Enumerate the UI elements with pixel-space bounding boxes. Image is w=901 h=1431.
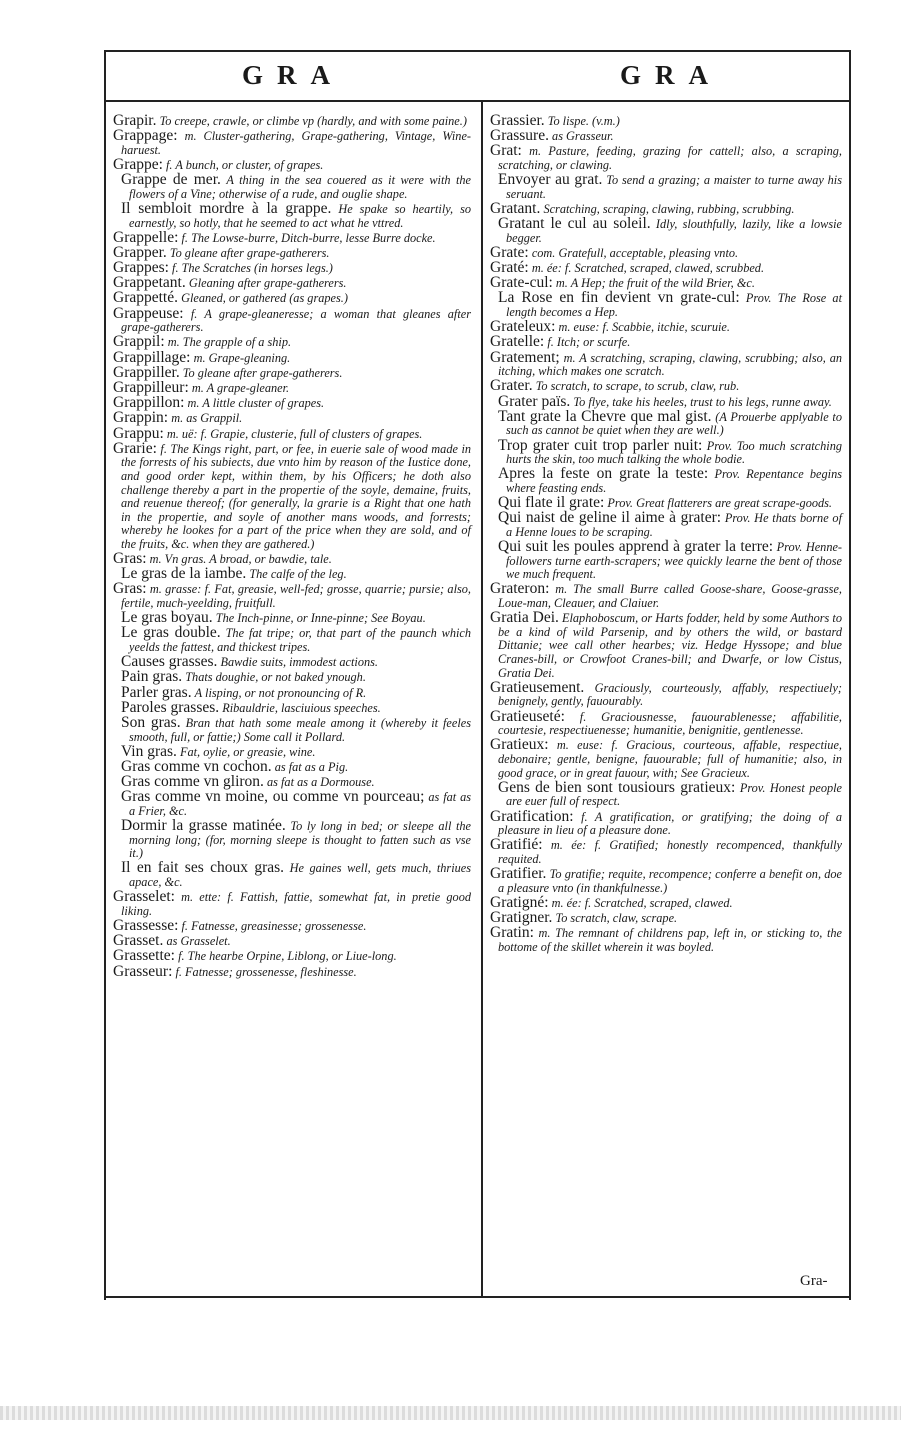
entry-headword: Gratifié: <box>490 836 543 854</box>
entry-headword: Grasseur: <box>113 962 173 980</box>
entry-gloss: To scratch, claw, scrape. <box>555 911 678 926</box>
entry-gloss: To gratifie; requite, recompence; conferre a benefit on, doe a pleasure vnto (in thankfulnesse.) <box>498 867 842 895</box>
dictionary-entry <box>490 129 842 144</box>
entry-gloss: f. The hearbe Orpine, Liblong, or Liue-long. <box>178 949 397 964</box>
entry-headword: Grappillage: <box>113 348 191 366</box>
dictionary-entry <box>113 129 471 157</box>
entry-headword: Grassesse: <box>113 917 179 935</box>
entry-headword: Gras comme vn moine, ou comme vn pourceau; <box>121 788 425 806</box>
entry-headword: Il en fait ses choux gras. <box>121 859 285 877</box>
entry-headword: Vin gras. <box>121 742 177 760</box>
entry-gloss: as fat as a Dormouse. <box>267 775 375 790</box>
entry-headword: Gratieux: <box>490 736 549 754</box>
entry-gloss: f. The Scratches (in horses legs.) <box>172 261 333 276</box>
entry-gloss: m. euse: f. Scabbie, itchie, scuruie. <box>558 320 730 335</box>
entry-gloss: To lispe. (v.m.) <box>547 114 620 128</box>
dictionary-entry <box>113 582 471 610</box>
entry-headword: Il sembloit mordre à la grappe. <box>121 199 332 217</box>
entry-gloss: Idly, slouthfully, lazily, like a lowsie begger. <box>506 217 843 245</box>
entry-headword: Le gras double. <box>121 624 221 642</box>
entry-gloss: Prov. Henne-followers turne earth-scrapers; wee quickly learne the bent of those we much frequent. <box>506 540 843 582</box>
entry-gloss: A thing in the sea couered as it were with the flowers of a Vine; otherwise of a rude, and ouglie shape. <box>129 173 471 201</box>
entry-gloss: m. A Hep; the fruit of the wild Brier, &c. <box>555 276 755 291</box>
entry-gloss: f. Itch; or scurfe. <box>547 335 631 350</box>
entry-gloss: m. ée: f. Scratched, scraped, clawed. <box>551 895 733 910</box>
dictionary-entry <box>490 582 842 610</box>
entry-headword: Grappetant. <box>113 274 186 292</box>
entry-gloss: The fat tripe; or, that part of the paunch which yeelds the fattest, and thickest tripes. <box>129 626 472 655</box>
dictionary-entry <box>490 291 842 319</box>
entry-gloss: m. The remnant of childrens pap, left in, or sticking to, the bottome of the skillet wherein it was boyled. <box>498 926 842 954</box>
entry-gloss: as Grasseur. <box>552 129 614 144</box>
entry-gloss: To gleane after grape-gatherers. <box>182 365 343 380</box>
dictionary-entry <box>490 807 842 838</box>
entry-headword: Grappin: <box>113 409 169 427</box>
dictionary-entry <box>490 243 842 261</box>
entry-headword: Paroles grasses. <box>121 698 220 716</box>
entry-headword: Grate: <box>490 243 529 261</box>
dictionary-entry <box>113 439 472 552</box>
entry-headword: Grat: <box>490 142 522 160</box>
dictionary-entry <box>490 540 842 582</box>
dictionary-entry <box>113 304 471 335</box>
entry-headword: Grateleux: <box>490 318 556 336</box>
entry-headword: Gras comme vn cochon. <box>121 757 272 775</box>
entry-gloss: Gleaned, or gathered (as grapes.) <box>181 291 348 306</box>
dictionary-entry <box>490 407 842 438</box>
dictionary-entry <box>490 738 842 780</box>
entry-gloss: m. as Grappil. <box>171 411 243 426</box>
entry-gloss: m. Grape-gleaning. <box>193 350 291 365</box>
entry-gloss: He spake so heartily, so earnestly, so hotly, that he seemed to act what he vttred. <box>129 201 471 230</box>
dictionary-entry <box>490 707 842 738</box>
dictionary-entry <box>113 919 471 934</box>
entry-headword: Gras comme vn gliron. <box>121 773 264 791</box>
entry-headword: Qui naist de geline il aime à grater: <box>498 509 722 527</box>
entry-headword: Gens de bien sont tousiours gratieux: <box>498 778 736 796</box>
entry-gloss: Prov. Repentance begins where feasting ends. <box>506 467 843 495</box>
entry-gloss: Ribauldrie, lasciuious speeches. <box>222 700 381 715</box>
entry-gloss: Gleaning after grape-gatherers. <box>188 276 347 291</box>
entry-headword: Causes grasses. <box>121 653 218 671</box>
entry-headword: Gratia Dei. <box>490 609 559 627</box>
entry-gloss: To flye, take his heeles, trust to his legs, runne away. <box>573 394 832 409</box>
header-rule <box>104 100 849 102</box>
dictionary-entry <box>490 926 842 954</box>
entry-gloss: f. A gratification, or gratifying; the doing of a pleasure in lieu of a pleasure done. <box>498 809 842 838</box>
dictionary-entry <box>113 424 471 442</box>
entry-headword: Gratification: <box>490 807 574 825</box>
dictionary-entry <box>113 713 471 744</box>
entry-headword: Grasselet: <box>113 888 175 906</box>
dictionary-entry <box>490 173 842 201</box>
entry-headword: Tant grate la Chevre que mal gist. <box>498 407 712 425</box>
entry-gloss: m. Cluster-gathering, Grape-gathering, Vintage, Wine-haruest. <box>121 129 471 157</box>
entry-gloss: m. ée: f. Scratched, scraped, clawed, scrubbed. <box>531 261 765 276</box>
entry-gloss: as fat as a Frier, &c. <box>129 790 471 818</box>
dictionary-entry <box>113 890 471 918</box>
entry-headword: Envoyer au grat. <box>498 171 603 189</box>
entry-gloss: f. A grape-gleaneresse; a woman that gleanes after grape-gatherers. <box>121 306 471 335</box>
entry-gloss: m. euse: f. Gracious, courteous, affable, respectiue, debonaire; gentle, benigne, fauourable; full of humanitie; also, in good grace, or in great fauour, with; See Gracieux. <box>498 738 842 780</box>
entry-headword: Trop grater cuit trop parler nuit: <box>498 436 703 454</box>
dictionary-entry <box>113 626 471 654</box>
entry-gloss: com. Gratefull, acceptable, pleasing vnto. <box>531 245 739 260</box>
entry-headword: Pain gras. <box>121 668 183 686</box>
entry-headword: Grateron: <box>490 580 550 598</box>
entry-gloss: f. The Lowse-burre, Ditch-burre, lesse Burre docke. <box>181 230 436 245</box>
dictionary-entry <box>490 217 842 245</box>
entry-gloss: Prov. The Rose at length becomes a Hep. <box>506 291 843 320</box>
dictionary-entry <box>113 861 471 889</box>
dictionary-entry <box>113 173 471 201</box>
dictionary-entry <box>113 411 471 426</box>
entry-headword: Grassette: <box>113 947 175 965</box>
dictionary-entry <box>490 144 842 172</box>
entry-headword: Grater païs. <box>498 392 571 410</box>
entry-headword: Qui suit les poules apprend à grater la terre: <box>498 538 774 556</box>
entry-gloss: A lisping, or not pronouncing of R. <box>194 685 367 700</box>
entry-gloss: The calfe of the leg. <box>249 567 347 582</box>
scan-edge-strip <box>0 1406 901 1420</box>
entry-headword: Grater. <box>490 377 533 395</box>
entry-headword: Grapir. <box>113 112 157 129</box>
entry-headword: Gratelle: <box>490 333 545 351</box>
entry-gloss: To gleane after grape-gatherers. <box>169 245 330 260</box>
entry-gloss: f. A bunch, or cluster, of grapes. <box>166 157 324 172</box>
entry-headword: Gratigné: <box>490 893 549 911</box>
entry-headword: Grappe de mer. <box>121 171 221 189</box>
entry-gloss: He gaines well, gets much, thriues apace, &c. <box>129 861 472 890</box>
dictionary-entry <box>490 778 842 809</box>
entry-headword: Le gras de la iambe. <box>121 565 247 583</box>
entry-gloss: Bawdie suits, immodest actions. <box>220 655 378 670</box>
entry-headword: Gras: <box>113 580 147 598</box>
entry-headword: Grappilleur: <box>113 379 189 396</box>
entry-gloss: Graciously, courteously, affably, respectiuely; benignely, gently, fauourably. <box>498 680 843 709</box>
entry-headword: Grasset. <box>113 932 164 950</box>
entry-headword: Grappeuse: <box>113 304 184 322</box>
dictionary-entry <box>113 567 471 582</box>
entry-headword: Gras: <box>113 550 147 568</box>
entry-headword: Gratant. <box>490 199 541 217</box>
entry-headword: Grappelle: <box>113 228 179 246</box>
entry-gloss: m. ette: f. Fattish, fattie, somewhat fat, in pretie good liking. <box>121 890 471 918</box>
entry-gloss: To scratch, to scrape, to scrub, claw, rub. <box>535 379 740 394</box>
entry-gloss: m. The small Burre called Goose-share, Goose-grasse, Loue-man, Cleauer, and Claiuer. <box>498 582 842 611</box>
dictionary-entry <box>490 678 843 709</box>
bottom-rule <box>104 1296 849 1298</box>
entry-gloss: The Inch-pinne, or Inne-pinne; See Boyau. <box>215 611 426 626</box>
entry-gloss: Scratching, scraping, clawing, rubbing, scrubbing. <box>543 201 795 216</box>
dictionary-entry <box>490 467 842 495</box>
entry-headword: Grappillon: <box>113 394 185 412</box>
dictionary-entry <box>490 611 842 680</box>
entry-headword: Gratin: <box>490 924 534 942</box>
left-column <box>113 114 471 980</box>
entry-gloss: Thats doughie, or not baked ynough. <box>185 670 366 685</box>
entry-headword: Grappu: <box>113 424 164 442</box>
entry-gloss: m. The grapple of a ship. <box>167 335 292 350</box>
entry-headword: Grappe: <box>113 155 163 173</box>
entry-headword: Gratieusement. <box>490 678 585 696</box>
entry-headword: Grappage: <box>113 127 178 145</box>
dictionary-entry <box>490 436 842 467</box>
dictionary-entry <box>490 911 842 926</box>
entry-gloss: m. Vn gras. A broad, or bawdie, tale. <box>149 552 332 567</box>
entry-headword: Gratement; <box>490 348 560 366</box>
entry-gloss: (A Prouerbe applyable to such as cannot be quiet when they are well.) <box>506 409 842 438</box>
entry-gloss: m. Pasture, feeding, grazing for cattell; also, a scraping, scratching, or clawing. <box>498 144 843 172</box>
entry-headword: Grappetté. <box>113 289 178 307</box>
entry-gloss: Prov. He thats borne of a Henne loues to be scraping. <box>506 511 842 539</box>
entry-headword: Grassier. <box>490 112 545 129</box>
entry-headword: Graté: <box>490 259 529 277</box>
catchword: Gra- <box>800 1273 828 1289</box>
dictionary-entry <box>113 790 471 818</box>
entry-gloss: m. A little cluster of grapes. <box>187 396 325 411</box>
entry-gloss: as fat as a Pig. <box>274 759 349 774</box>
entry-gloss: m. uë: f. Grapie, clusterie, full of clusters of grapes. <box>166 426 423 441</box>
entry-gloss: f. Graciousnesse, fauourablenesse; affabilitie, courtesie, respectiuenesse; humanitie, benignitie, gentlenesse. <box>498 709 842 738</box>
entry-headword: Gratieuseté: <box>490 707 565 725</box>
entry-headword: Grapper. <box>113 243 167 261</box>
entry-headword: Grappiller. <box>113 363 180 381</box>
entry-gloss: Prov. Too much scratching hurts the skin, too much talking the whole bodie. <box>506 438 842 467</box>
dictionary-entry <box>490 867 842 895</box>
entry-gloss: m. A grape-gleaner. <box>191 381 290 395</box>
entry-headword: Qui flate il grate: <box>498 494 605 512</box>
entry-headword: Dormir la grasse matinée. <box>121 817 286 835</box>
entry-gloss: as Grasselet. <box>166 934 231 949</box>
running-head-right: GRA <box>620 60 722 90</box>
right-column <box>490 114 842 955</box>
entry-headword: Le gras boyau. <box>121 609 213 627</box>
entry-gloss: Bran that hath some meale among it (whereby it feeles smooth, full, or fattie;) Some call it Pollard. <box>129 715 471 744</box>
entry-gloss: To send a grazing; a maister to turne away his seruant. <box>506 173 843 201</box>
entry-headword: Grarie: <box>113 439 157 457</box>
entry-gloss: Prov. Honest people are euer full of respect. <box>506 780 842 809</box>
entry-gloss: m. ée: f. Gratified; honestly recompenced, thankfully requited. <box>498 838 843 866</box>
dictionary-entry <box>490 838 842 866</box>
column-divider <box>481 101 483 1298</box>
entry-headword: Grappil: <box>113 333 165 351</box>
entry-gloss: To creepe, crawle, or climbe vp (hardly, and with some paine.) <box>159 114 467 128</box>
dictionary-entry <box>490 348 842 379</box>
entry-headword: Grassure. <box>490 127 549 145</box>
dictionary-entry <box>490 511 842 539</box>
entry-gloss: Fat, oylie, or greasie, wine. <box>179 744 316 759</box>
entry-gloss: Elaphoboscum, or Harts fodder, held by some Authors to be a kind of wild Parsenip, and by others the wild, or bastard Dittanie; wee call other hearbes; viz. Hedge Hyssope; and blue Cranes-bill, or Crowfoot Cranes-bill; and Dwarfe, or low Cistus, Gratia Dei. <box>498 611 842 680</box>
entry-gloss: f. Fatnesse; grossenesse, fleshinesse. <box>175 964 357 979</box>
entry-headword: Grappes: <box>113 259 169 277</box>
entry-gloss: Prov. Great flatterers are great scrape-goods. <box>607 496 833 511</box>
entry-gloss: To ly long in bed; or sleepe all the morning long; (for, morning sleepe is thought to fatten such as vse it.) <box>129 819 472 861</box>
entry-headword: La Rose en fin devient vn grate-cul: <box>498 289 740 307</box>
entry-gloss: f. The Kings right, part, or fee, in euerie sale of wood made in the forrests of his subiects, due vnto him by reason of the Iustice done, and good order kept, within them, by his Officers; he doth also challenge thereby a part in the propertie of the soyle, demaine, fruits, and reuenue thereof; (for generally, la grarie is a Right that one hath in the propertie, and soyle of another mans woods, and forrests; whereby he lookes for a part of the price when they are sold, and of the fruits, &c. when they are gathered.) <box>121 441 472 551</box>
dictionary-entry <box>113 819 471 861</box>
running-head-left: GRA <box>242 60 344 90</box>
dictionary-entry <box>113 962 471 980</box>
entry-headword: Gratigner. <box>490 909 553 927</box>
entry-headword: Apres la feste on grate la teste: <box>498 465 709 483</box>
entry-headword: Parler gras. <box>121 683 192 701</box>
dictionary-entry <box>113 199 471 230</box>
entry-gloss: m. grasse: f. Fat, greasie, well-fed; grosse, quarrie; pursie; also, fertile, much-yeelding, fruitfull. <box>121 582 471 611</box>
entry-gloss: m. A scratching, scraping, clawing, scrubbing; also, an itching, which makes one scratch. <box>498 350 842 379</box>
entry-gloss: f. Fatnesse, greasinesse; grossenesse. <box>181 919 367 934</box>
entry-headword: Son gras. <box>121 713 181 731</box>
entry-headword: Grate-cul: <box>490 274 553 292</box>
entry-headword: Gratant le cul au soleil. <box>498 215 651 233</box>
entry-headword: Gratifier. <box>490 865 547 883</box>
